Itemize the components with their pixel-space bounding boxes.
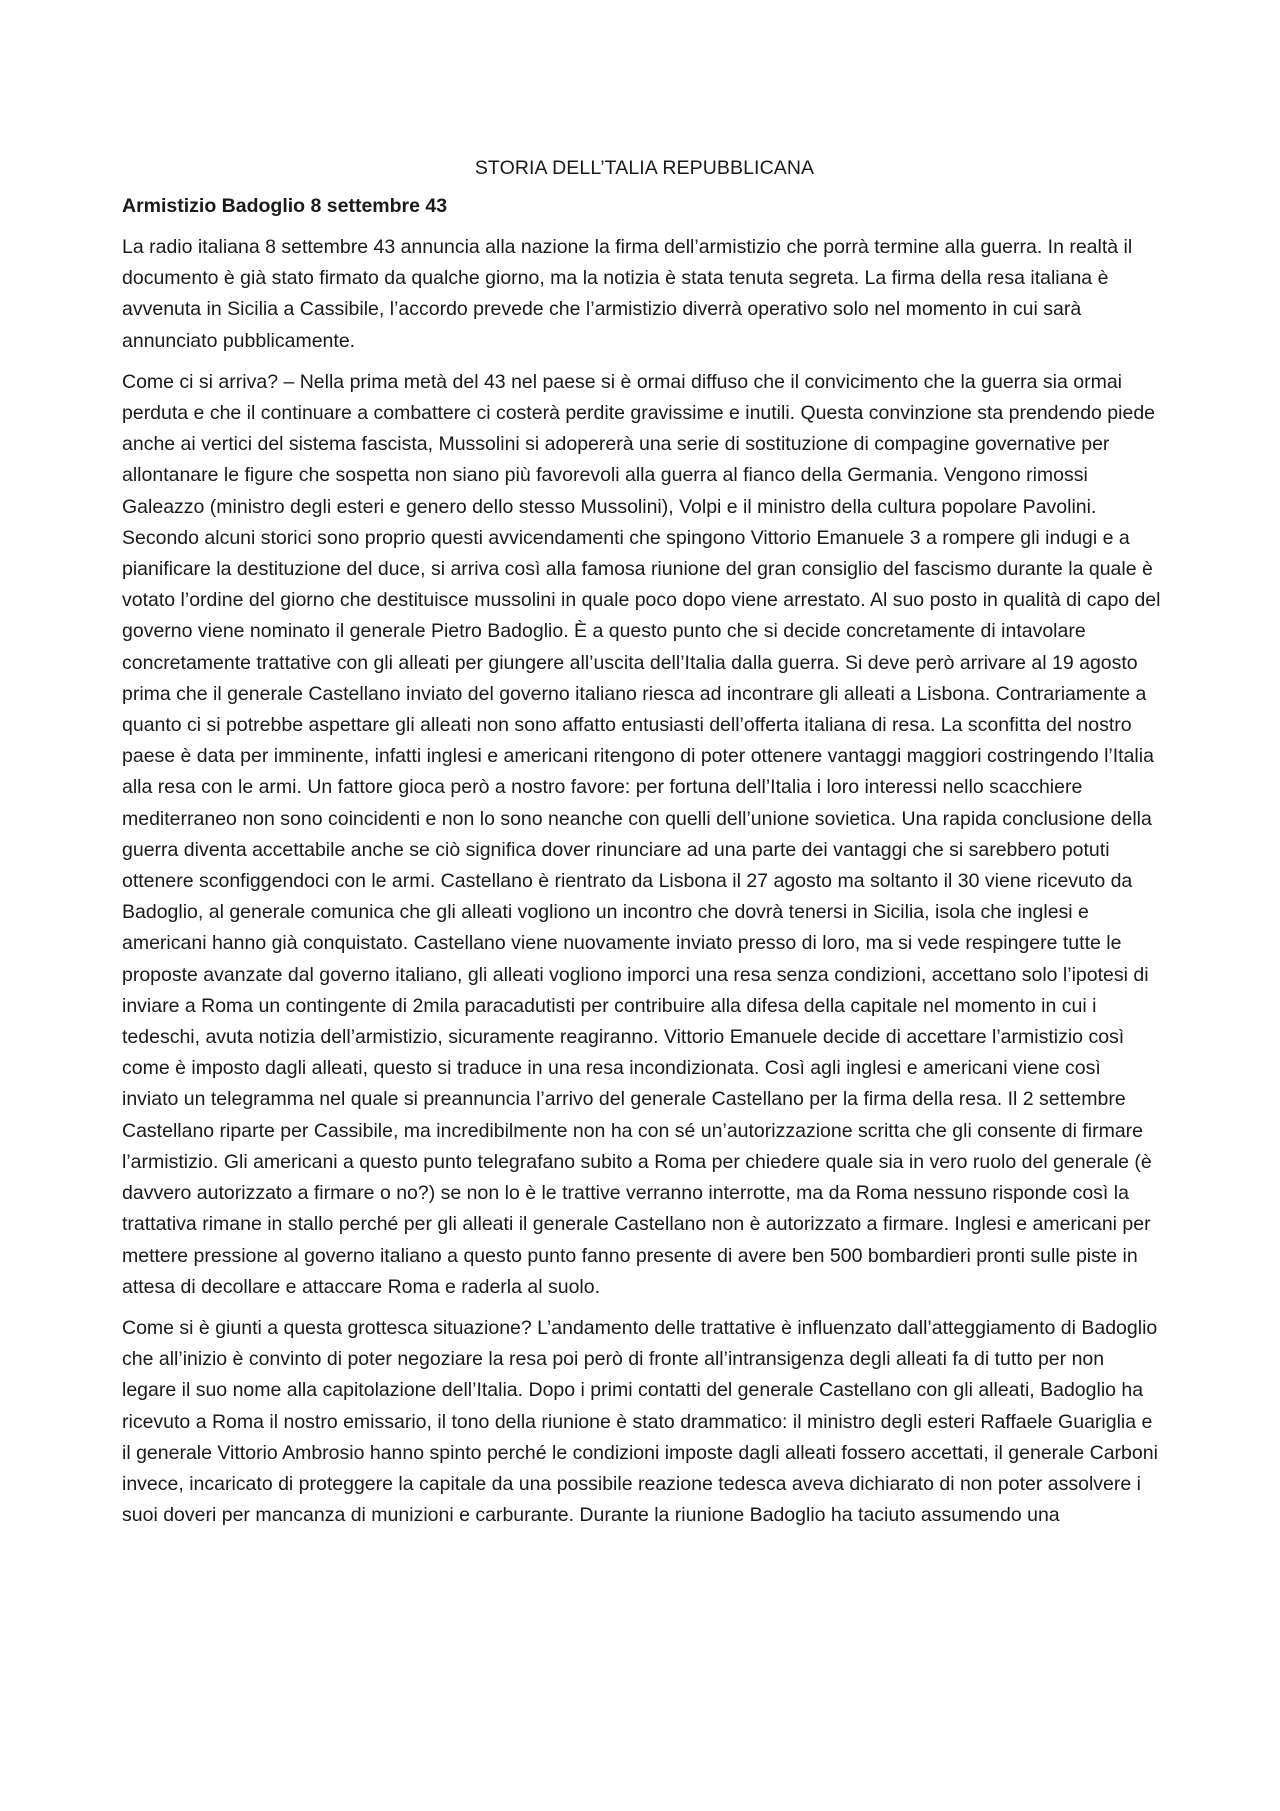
paragraph-2: Come ci si arriva? – Nella prima metà del 43 nel paese si è ormai diffuso che il convicimento che la guerra sia ormai perduta e che il continuare a combattere ci costerà perdite gravissime e inutili. Questa convinzione sta prendendo piede anche ai vertici del sistema fascista, Mussolini si adopererà una serie di sostituzione di compagine governative per allontanare le figure che sospetta non siano più favorevoli alla guerra al fianco della Germania. Vengono rimossi Galeazzo (ministro degli esteri e genero dello stesso Mussolini), Volpi e il ministro della cultura popolare Pavolini. Secondo alcuni storici sono proprio questi avvicendamenti che spingono Vittorio Emanuele 3 a rompere gli indugi e a pianificare la destituzione del duce, si arriva così alla famosa riunione del gran consiglio del fascismo durante la quale è votato l’ordine del giorno che destituisce mussolini in quale poco dopo viene arrestato. Al suo posto in qualità di capo del governo viene nominato il generale Pietro Badoglio. È a questo punto che si decide concretamente di intavolare concretamente trattative con gli alleati per giungere all’uscita dell’Italia dalla guerra. Si deve però arrivare al 19 agosto prima che il generale Castellano inviato del governo italiano riesca ad incontrare gli alleati a Lisbona. Contrariamente a quanto ci si potrebbe aspettare gli alleati non sono affatto entusiasti dell’offerta italiana di resa. La sconfitta del nostro paese è data per imminente, infatti inglesi e americani ritengono di poter ottenere vantaggi maggiori costringendo l’Italia alla resa con le armi. Un fattore gioca però a nostro favore: per fortuna dell’Italia i loro interessi nello scacchiere mediterraneo non sono coincidenti e non lo sono neanche con quelli dell’unione sovietica. Una rapida conclusione della guerra diventa accettabile anche se ciò significa dover rinunciare ad una parte dei vantaggi che si sarebbero potuti ottenere sconfiggendoci con le armi. Castellano è rientrato da Lisbona il 27 agosto ma soltanto il 30 viene ricevuto da Badoglio, al generale comunica che gli alleati vogliono un incontro che dovrà tenersi in Sicilia, isola che inglesi e americani hanno già conquistato. Castellano viene nuovamente inviato presso di loro, ma si vede respingere tutte le proposte avanzate dal governo italiano, gli alleati vogliono imporci una resa senza condizioni, accettano solo l’ipotesi di inviare a Roma un contingente di 2mila paracadutisti per contribuire alla difesa della capitale nel momento in cui i tedeschi, avuta notizia dell’armistizio, sicuramente reagiranno. Vittorio Emanuele decide di accettare l’armistizio così come è imposto dagli alleati, questo si traduce in una resa incondizionata. Così agli inglesi e americani viene così inviato un telegramma nel quale si preannuncia l’arrivo del generale Castellano per la firma della resa. Il 2 settembre Castellano riparte per Cassibile, ma incredibilmente non ha con sé un’autorizzazione scritta che gli consente di firmare l’armistizio. Gli americani a questo punto telegrafano subito a Roma per chiedere quale sia in vero ruolo del generale (è davvero autorizzato a firmare o no?) se non lo è le trattive verranno interrotte, ma da Roma nessuno risponde così la trattativa rimane in stallo perché per gli alleati il generale Castellano non è autorizzato a firmare. Inglesi e americani per mettere pressione al governo italiano a questo punto fanno presente di avere ben 500 bombardieri pronti sulle piste in attesa di decollare e attaccare Roma e raderla al suolo. xyxy=(122,370,1161,1298)
document-body xyxy=(122,152,1162,1541)
document-title: STORIA DELL’TALIA REPUBBLICANA xyxy=(474,157,815,179)
section-heading: Armistizio Badoglio 8 settembre 43 xyxy=(122,195,448,217)
paragraph-3: Come si è giunti a questa grottesca situazione? L’andamento delle trattative è influenzato dall’atteggiamento di Badoglio che all’inizio è convinto di poter negoziare la resa poi però di fronte all’intransigenza degli alleati fa di tutto per non legare il suo nome alla capitolazione dell’Italia. Dopo i primi contatti del generale Castellano con gli alleati, Badoglio ha ricevuto a Roma il nostro emissario, il tono della riunione è stato drammatico: il ministro degli esteri Raffaele Guariglia e il generale Vittorio Ambrosio hanno spinto perché le condizioni imposte dagli alleati fossero accettati, il generale Carboni invece, incaricato di proteggere la capitale da una possibile reazione tedesca aveva dichiarato di non poter assolvere i suoi doveri per mancanza di munizioni e carburante. Durante la riunione Badoglio ha taciuto assumendo una xyxy=(122,1316,1158,1527)
paragraph-1: La radio italiana 8 settembre 43 annuncia alla nazione la firma dell’armistizio che porrà termine alla guerra. In realtà il documento è già stato firmato da qualche giorno, ma la notizia è stata tenuta segreta. La firma della resa italiana è avvenuta in Sicilia a Cassibile, l’accordo prevede che l’armistizio diverrà operativo solo nel momento in cui sarà annunciato pubblicamente. xyxy=(122,236,1133,352)
